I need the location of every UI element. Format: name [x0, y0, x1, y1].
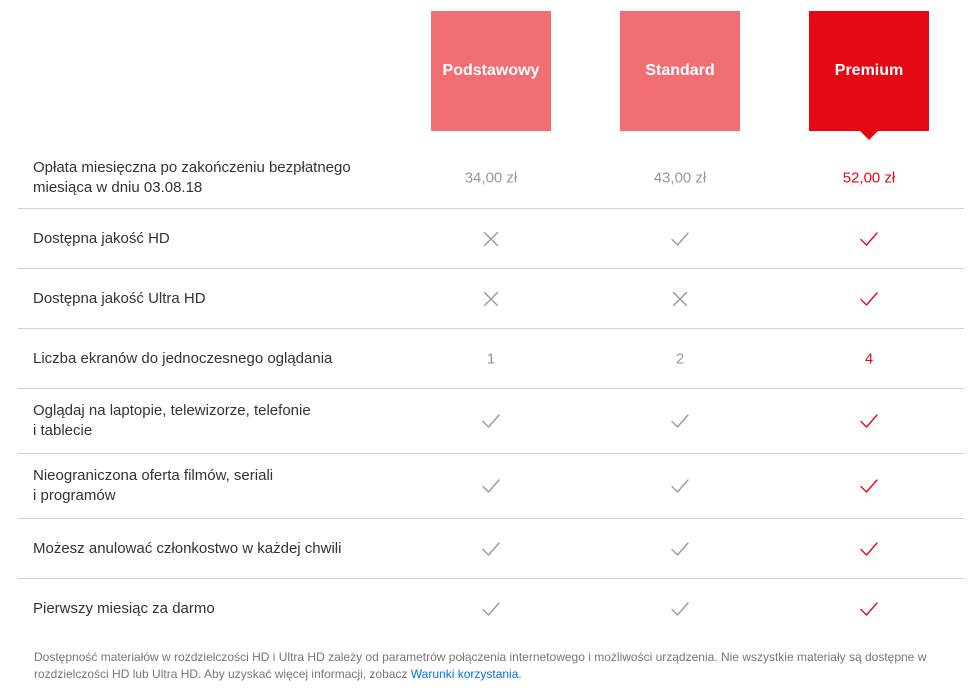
row-value	[809, 539, 929, 559]
row-value	[620, 599, 740, 619]
table-row-cancel	[18, 519, 964, 579]
row-value: 4	[864, 350, 874, 367]
row-value	[620, 229, 740, 249]
cross-icon	[481, 289, 501, 309]
row-value	[431, 229, 551, 249]
row-value	[431, 539, 551, 559]
row-label: Nieograniczona oferta filmów, seriali i programów	[33, 467, 274, 504]
row-value	[620, 539, 740, 559]
plan-tile-podstawowy[interactable]	[431, 11, 551, 131]
plan-tile-premium[interactable]	[809, 11, 929, 131]
footnote-end: .	[518, 667, 522, 681]
check-icon	[481, 476, 501, 496]
check-icon	[859, 476, 879, 496]
check-icon	[859, 411, 879, 431]
row-value: 1	[486, 350, 496, 367]
check-icon	[670, 229, 690, 249]
table-row-devices	[18, 389, 964, 454]
table-row-screens	[18, 329, 964, 389]
cross-icon	[670, 289, 690, 309]
plan-comparison-table	[18, 148, 964, 639]
plan-name: Standard	[645, 62, 715, 79]
row-label: Dostępna jakość HD	[33, 229, 170, 247]
table-row-ultra-hd	[18, 269, 964, 329]
row-value	[809, 229, 929, 249]
plan-tile-standard[interactable]	[620, 11, 740, 131]
check-icon	[859, 229, 879, 249]
table-row-monthly-price	[18, 148, 964, 209]
row-value: 2	[675, 350, 685, 367]
row-label: Możesz anulować członkostwo w każdej chwili	[33, 539, 342, 557]
cross-icon	[481, 229, 501, 249]
row-label: Opłata miesięczna po zakończeniu bezpłatnego miesiąca w dniu 03.08.18	[33, 159, 351, 196]
row-value: 52,00 zł	[842, 169, 896, 187]
check-icon	[670, 476, 690, 496]
plan-name: Podstawowy	[442, 62, 540, 79]
table-row-unlimited	[18, 454, 964, 519]
row-label: Oglądaj na laptopie, telewizorze, telefonie i tablecie	[33, 402, 311, 439]
row-value	[431, 411, 551, 431]
row-value	[620, 411, 740, 431]
row-value	[809, 599, 929, 619]
check-icon	[481, 539, 501, 559]
table-row-free-month	[18, 579, 964, 639]
row-value: 34,00 zł	[464, 169, 518, 187]
check-icon	[670, 539, 690, 559]
check-icon	[670, 599, 690, 619]
row-value	[809, 289, 929, 309]
footnote-text: Dostępność materiałów w rozdzielczości HD i Ultra HD zależy od parametrów połączenia internetowego i możliwości urządzenia. Nie wszystkie materiały są dostępne w rozdzielczości HD lub Ultra HD. Aby uzyskać więcej informacji, zobacz	[34, 650, 927, 681]
row-value	[431, 476, 551, 496]
check-icon	[481, 411, 501, 431]
footnote	[34, 649, 944, 683]
plan-name: Premium	[834, 62, 904, 79]
row-value	[620, 289, 740, 309]
row-value	[431, 289, 551, 309]
check-icon	[859, 599, 879, 619]
check-icon	[481, 599, 501, 619]
check-icon	[670, 411, 690, 431]
row-value: 43,00 zł	[653, 169, 707, 187]
row-value	[809, 476, 929, 496]
row-label: Liczba ekranów do jednoczesnego oglądania	[33, 349, 333, 367]
row-label: Dostępna jakość Ultra HD	[33, 289, 206, 307]
check-icon	[859, 289, 879, 309]
row-label: Pierwszy miesiąc za darmo	[33, 600, 215, 617]
table-row-hd	[18, 209, 964, 269]
row-value	[620, 476, 740, 496]
row-value	[431, 599, 551, 619]
row-value	[809, 411, 929, 431]
selected-arrow-icon	[859, 130, 879, 140]
terms-link[interactable]: Warunki korzystania	[410, 667, 519, 681]
check-icon	[859, 539, 879, 559]
